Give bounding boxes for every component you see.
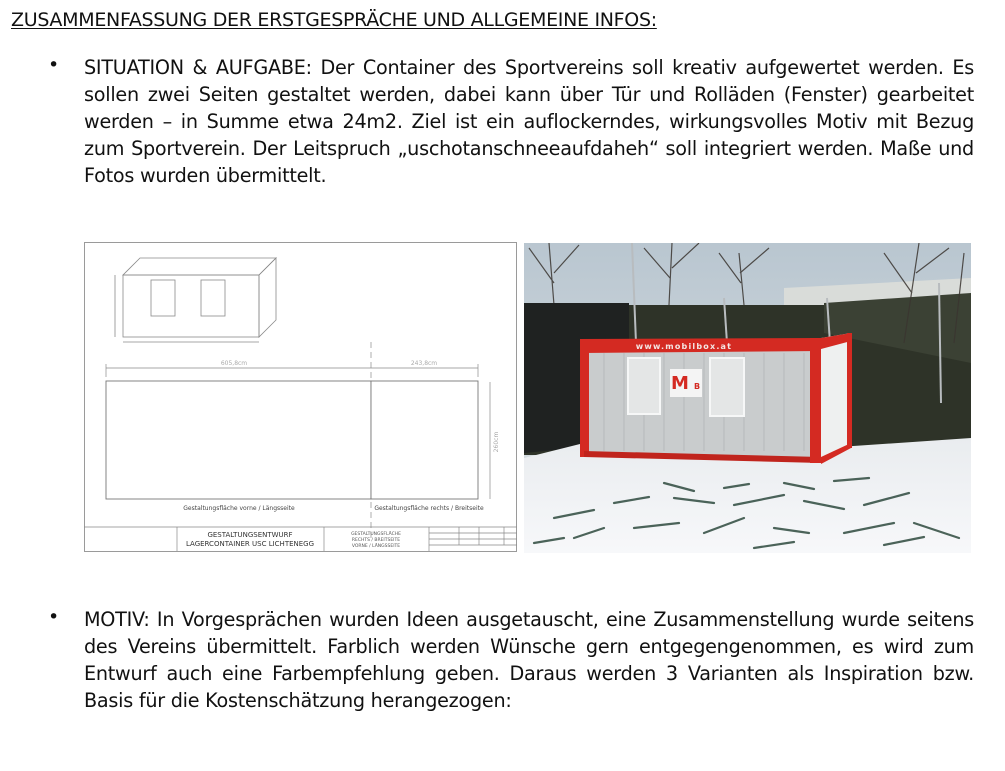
label-right-surface: Gestaltungsfläche rechts / Breitseite [374,505,484,512]
container-photo [524,243,971,553]
bullet-situation-text: SITUATION & AUFGABE: Der Container des Sportvereins soll kreativ aufgewertet werden. Es sollen zwei Seiten gestaltet werden, dabei kann über Tür und Rolläden (Fenster) gearbeitet werden – in Summe etwa 24m2. Ziel ist ein auflockerndes, wirkungsvolles Motiv mit Bezug zum Sportverein. Der Leitspruch „uschotanschneeaufdaheh“ soll integriert werden. Maße und Fotos wurden übermittelt. [84,56,974,187]
bullet-motiv-text: MOTIV: In Vorgesprächen wurden Ideen ausgetauscht, eine Zusammenstellung wurde seitens des Vereins übermittelt. Farblich werden Wünsche gern entgegengenommen, es wird zum Entwurf auch eine Farbempfehlung geben. Daraus werden 3 Varianten als Inspiration bzw. Basis für die Kostenschätzung herangezogen: [84,608,974,712]
svg-text:M: M [671,373,689,394]
svg-text:B: B [693,382,701,391]
subtitle-line2: RECHTS / BREITSEITE [351,538,401,543]
dimension-height: 260cm [493,431,500,453]
subtitle-line3: VORNE / LÄNGSSEITE [351,544,401,549]
dimension-length: 605,8cm [220,360,248,367]
title-block-line2: LAGERCONTAINER USC LICHTENEGG [185,540,315,548]
bullet-marker: • [48,54,60,76]
container-technical-drawing [84,242,517,552]
container-lettering: www.mobilbox.at [635,342,733,351]
title-block-line1: GESTALTUNGSENTWURF [207,531,293,539]
section-heading: ZUSAMMENFASSUNG DER ERSTGESPRÄCHE UND ALLGEMEINE INFOS: [11,9,657,31]
subtitle-line1: GESTALTUNGSFLÄCHE [351,532,401,537]
bullet-marker: • [48,606,60,628]
dimension-width: 243,8cm [410,360,438,367]
label-front-surface: Gestaltungsfläche vorne / Längsseite [183,505,295,512]
